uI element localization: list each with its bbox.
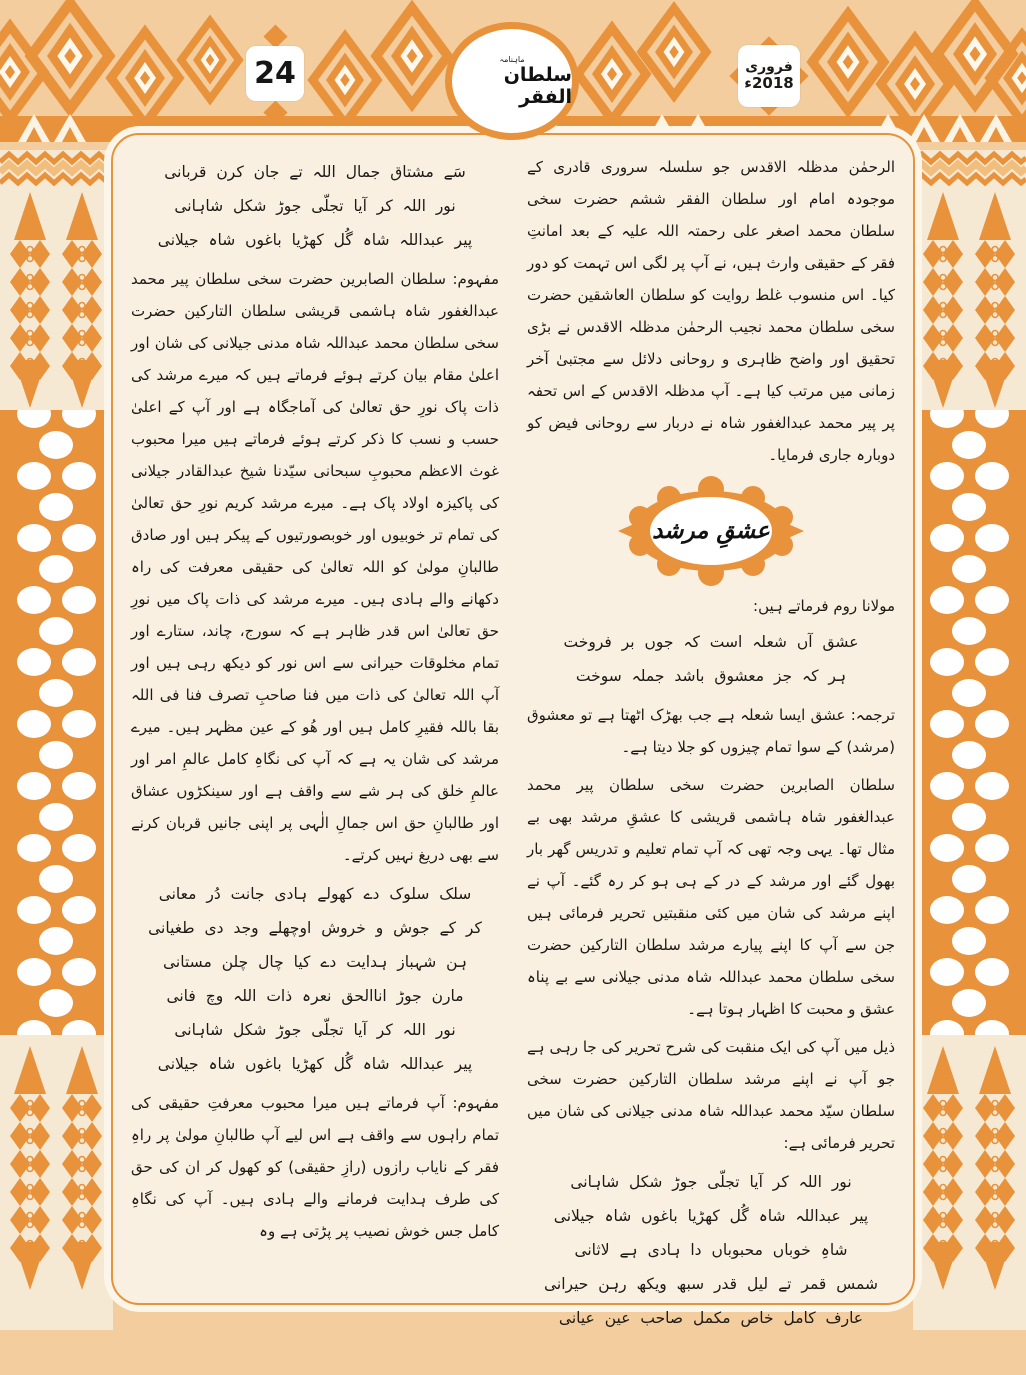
verse-line: عشق آں شعلہ است کہ جوں بر فروخت bbox=[563, 633, 859, 651]
verse-line: شمس قمر تے لیل قدر سبھ ویکھ رہن حیرانی bbox=[544, 1275, 878, 1293]
section-badge bbox=[616, 479, 806, 583]
masthead-small-text: ماہنامہ bbox=[499, 54, 525, 64]
verse-line: پیر عبداللہ شاہ گُل کھڑیا باغوں شاہ جیلانی bbox=[157, 1055, 473, 1073]
paragraph-continued: الرحمٰن مدظلہ الاقدس جو سلسلہ سروری قادری کے موجودہ امام اور سلطان الفقر ششم حضرت سخی سلطان محمد اصغر علی رحمتہ اللہ علیہ کے بعد امانتِ فقر کے حقیقی وارث ہیں، نے آپ پر لگی اس تہمت کو دور کیا۔ اس منسوب غلط روایت کو سلطان العاشقین حضرت سخی سلطان محمد نجیب الرحمٰن مدظلہ الاقدس نے بڑی تحقیق اور واضح ظاہری و روحانی دلائل سے مجتبیٰ آخر زمانی میں مرتب کیا ہے۔ آپ مدظلہ الاقدس کے اس تحفہ پر پیر محمد عبدالغفور شاہ نے دربار سے روحانی فیض کو دوبارہ جاری فرمایا۔ bbox=[527, 158, 895, 464]
column-left bbox=[131, 151, 499, 1295]
page-number bbox=[246, 46, 304, 101]
verse-line: شاہِ خوباں محبوباں دا ہادی ہے لاثانی bbox=[574, 1241, 848, 1259]
left-border-pattern bbox=[0, 150, 113, 1330]
verse-line: پیر عبداللہ شاہ گُل کھڑیا باغوں شاہ جیلانی bbox=[157, 231, 473, 249]
masthead-logo bbox=[445, 22, 579, 140]
paragraph-manqabat-intro: ذیل میں آپ کی ایک منقبت کی شرح تحریر کی جا رہی ہے جو آپ نے اپنے مرشد سلطان التارکین حضرت سخی سلطان سیّد محمد عبداللہ شاہ مدنی جیلانی کی شان میں تحریر فرمائی ہے: bbox=[527, 1038, 895, 1152]
verse-line: نور اللہ کر آیا تجلّی جوڑ شکل شاہانی bbox=[174, 197, 456, 215]
section-title: عشقِ مرشد bbox=[652, 518, 770, 544]
content-frame bbox=[104, 126, 922, 1327]
issue-month: فروری bbox=[745, 59, 793, 76]
verse-line: نور اللہ کر آیا تجلّی جوڑ شکل شاہانی bbox=[174, 1021, 456, 1039]
verse-line: کر کے جوش و خروش اوچھلے وجد دی طغیانی bbox=[148, 919, 482, 937]
manqabat-verses-2 bbox=[131, 877, 499, 1081]
page-number-text: 24 bbox=[254, 56, 296, 91]
issue-date bbox=[738, 45, 800, 107]
paragraph-ishq-murshid: سلطان الصابرین حضرت سخی سلطان پیر محمد عبدالغفور شاہ ہاشمی قریشی کا عشقِ مرشد بھی بے مثال تھا۔ یہی وجہ تھی کہ آپ تمام تعلیم و تدریس گھر بار بھول گئے اور مرشد کے در کے ہی ہو کر رہ گئے۔ آپ نے اپنے مرشد کی شان میں کئی منقبتیں تحریر فرمائی ہیں جن سے آپ کا اپنے پیارے مرشد سلطان التارکین حضرت سخی سلطان محمد عبداللہ شاہ مدنی جیلانی سے بے پناہ عشق و محبت کا اظہار ہوتا ہے۔ bbox=[527, 776, 895, 1018]
manqabat-verses-continued bbox=[131, 155, 499, 257]
issue-year: 2018ء bbox=[744, 74, 794, 93]
masthead-logo-inner bbox=[452, 29, 572, 133]
paragraph-mafhoom-2: مفہوم: آپ فرماتے ہیں میرا محبوب معرفتِ حقیقی کی تمام راہوں سے واقف ہے اس لیے آپ طالبانِ مولیٰ پر راہِ فقر کے نایاب رازوں (رازِ حقیقی) کو کھول کر ان کی حق کی طرف ہدایت فرمانے والے ہادی ہیں۔ آپ کی نگاہِ کامل جس خوش نصیب پر پڑتی ہے وہ bbox=[131, 1094, 499, 1240]
verse-line: نور اللہ کر آیا تجلّی جوڑ شکل شاہانی bbox=[570, 1173, 852, 1191]
translation-paragraph: ترجمہ: عشق ایسا شعلہ ہے جب بھڑک اٹھتا ہے تو معشوق (مرشد) کے سوا تمام چیزوں کو جلا دیتا ہے۔ bbox=[527, 706, 895, 756]
verse-line: پیر عبداللہ شاہ گُل کھڑیا باغوں شاہ جیلانی bbox=[553, 1207, 869, 1225]
rumi-attribution: مولانا روم فرماتے ہیں: bbox=[753, 597, 895, 615]
masthead-title: سلطان الفقر bbox=[503, 63, 572, 108]
article-body bbox=[111, 133, 915, 1327]
verse-line: سَے مشتاق جمال اللہ تے جان کرن قربانی bbox=[164, 163, 466, 181]
column-right bbox=[527, 151, 895, 1327]
header-band bbox=[0, 0, 1026, 142]
verse-line: ہر کہ جز معشوق باشد جملہ سوخت bbox=[575, 667, 847, 685]
manqabat-verses bbox=[527, 1165, 895, 1335]
verse-line: عارف کامل خاص مکمل صاحب عین عیانی bbox=[558, 1309, 864, 1327]
right-border-pattern bbox=[913, 150, 1026, 1330]
rumi-couplet bbox=[527, 625, 895, 693]
verse-line: سلک سلوک دے کھولے ہادی جانت دُر معانی bbox=[158, 885, 472, 903]
verse-line: مارن جوڑ اناالحق نعرہ ذات اللہ وچ فانی bbox=[166, 987, 464, 1005]
paragraph-mafhoom-1: مفہوم: سلطان الصابرین حضرت سخی سلطان پیر محمد عبدالغفور شاہ ہاشمی قریشی سلطان التارکین حضرت سخی سلطان محمد عبداللہ شاہ مدنی جیلانی کی شان اور اعلیٰ مقام بیان کرتے ہوئے فرماتے ہیں کہ میرے مرشد کی ذات پاک نورِ حق تعالیٰ کی آماجگاہ ہے اور آپ کے اعلیٰ حسب و نسب کا ذکر کرتے ہوئے فرماتے ہیں میرا محبوب غوث الاعظم محبوبِ سبحانی سیّدنا شیخ عبدالقادر جیلانی کی پاکیزہ اولاد پاک ہے۔ میرے مرشد کریم نورِ حق تعالیٰ کی تمام تر خوبیوں اور خوبصورتیوں کے پیکر ہیں اور صادق طالبانِ مولیٰ کو اللہ تعالیٰ کی حقیقی معرفت کی راہ دکھانے والے ہادی ہیں۔ میرے مرشد کی ذات پاک میں نورِ حق تعالیٰ اس قدر ظاہر ہے کہ سورج، چاند، ستارے اور تمام مخلوقات حیرانی سے اس نور کو دیکھ رہی ہیں اور آپ اللہ تعالیٰ کی ذات میں فنا صاحبِ تصرف فنا فی اللہ بقا باللہ فقیرِ کامل ہیں اور ھُو کے عین مظہر ہیں۔ میرے مرشد کی شان یہ ہے کہ آپ کی نگاہِ کامل عالمِ امر اور عالمِ خلق کی ہر شے سے واقف ہے اور سینکڑوں عشاق اور طالبانِ حق اس جمالِ الٰہی پر اپنی جانیں قربان کرنے سے بھی دریغ نہیں کرتے۔ bbox=[131, 270, 499, 864]
verse-line: ہن شہباز ہدایت دے کیا چال چلن مستانی bbox=[163, 953, 467, 971]
